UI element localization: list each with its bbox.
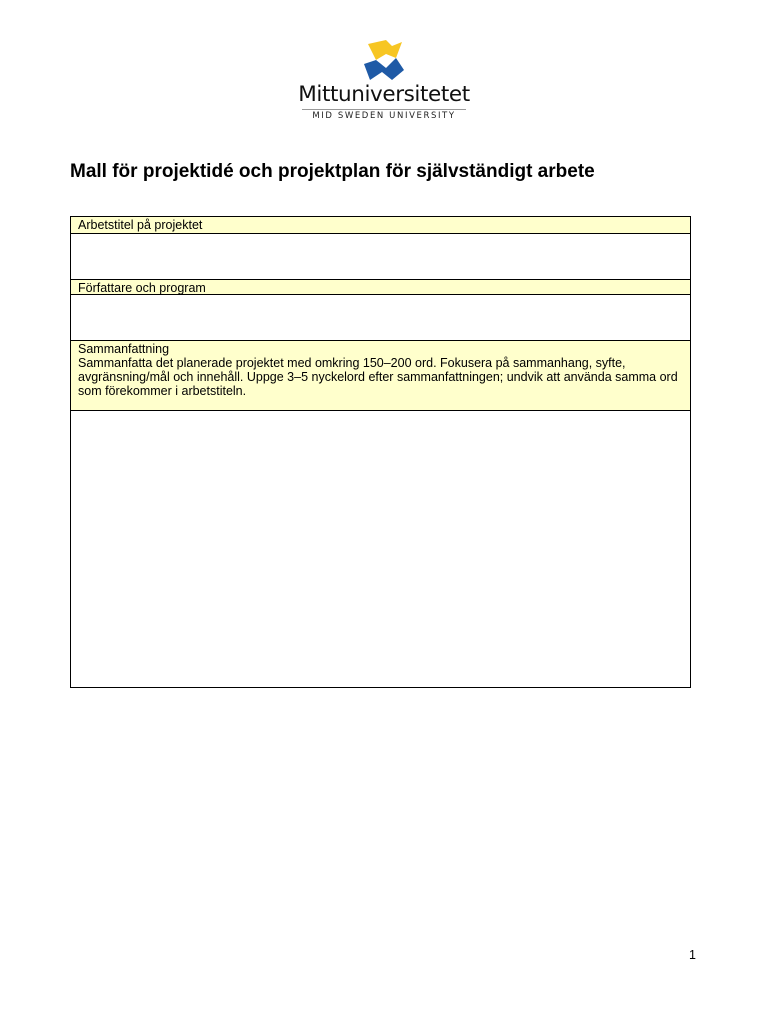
mid-sweden-logo-icon bbox=[362, 40, 406, 84]
author-label-row bbox=[71, 280, 690, 295]
university-logo bbox=[296, 40, 472, 124]
summary-instruction: Sammanfatta det planerade projektet med omkring 150–200 ord. Fokusera på sammanhang, syfte, avgränsning/mål och innehåll. Uppge 3–5 nyckelord efter sammanfattningen; undvik att använda samma ord som förekommer i arbetstiteln. bbox=[78, 356, 678, 398]
logo-divider bbox=[302, 109, 466, 110]
page-number: 1 bbox=[689, 948, 696, 962]
project-form bbox=[70, 216, 691, 688]
author-label: Författare och program bbox=[78, 281, 206, 295]
work-title-field[interactable] bbox=[71, 234, 690, 280]
summary-label: Sammanfattning bbox=[78, 342, 170, 356]
author-field[interactable] bbox=[71, 295, 690, 341]
logo-name: Mittuniversitetet bbox=[298, 82, 470, 107]
work-title-label: Arbetstitel på projektet bbox=[78, 218, 203, 232]
work-title-label-row bbox=[71, 217, 690, 234]
summary-label-row bbox=[71, 341, 690, 411]
document-title: Mall för projektidé och projektplan för självständigt arbete bbox=[70, 161, 595, 182]
summary-field[interactable] bbox=[71, 411, 690, 687]
logo-subtitle: MID SWEDEN UNIVERSITY bbox=[312, 111, 456, 121]
